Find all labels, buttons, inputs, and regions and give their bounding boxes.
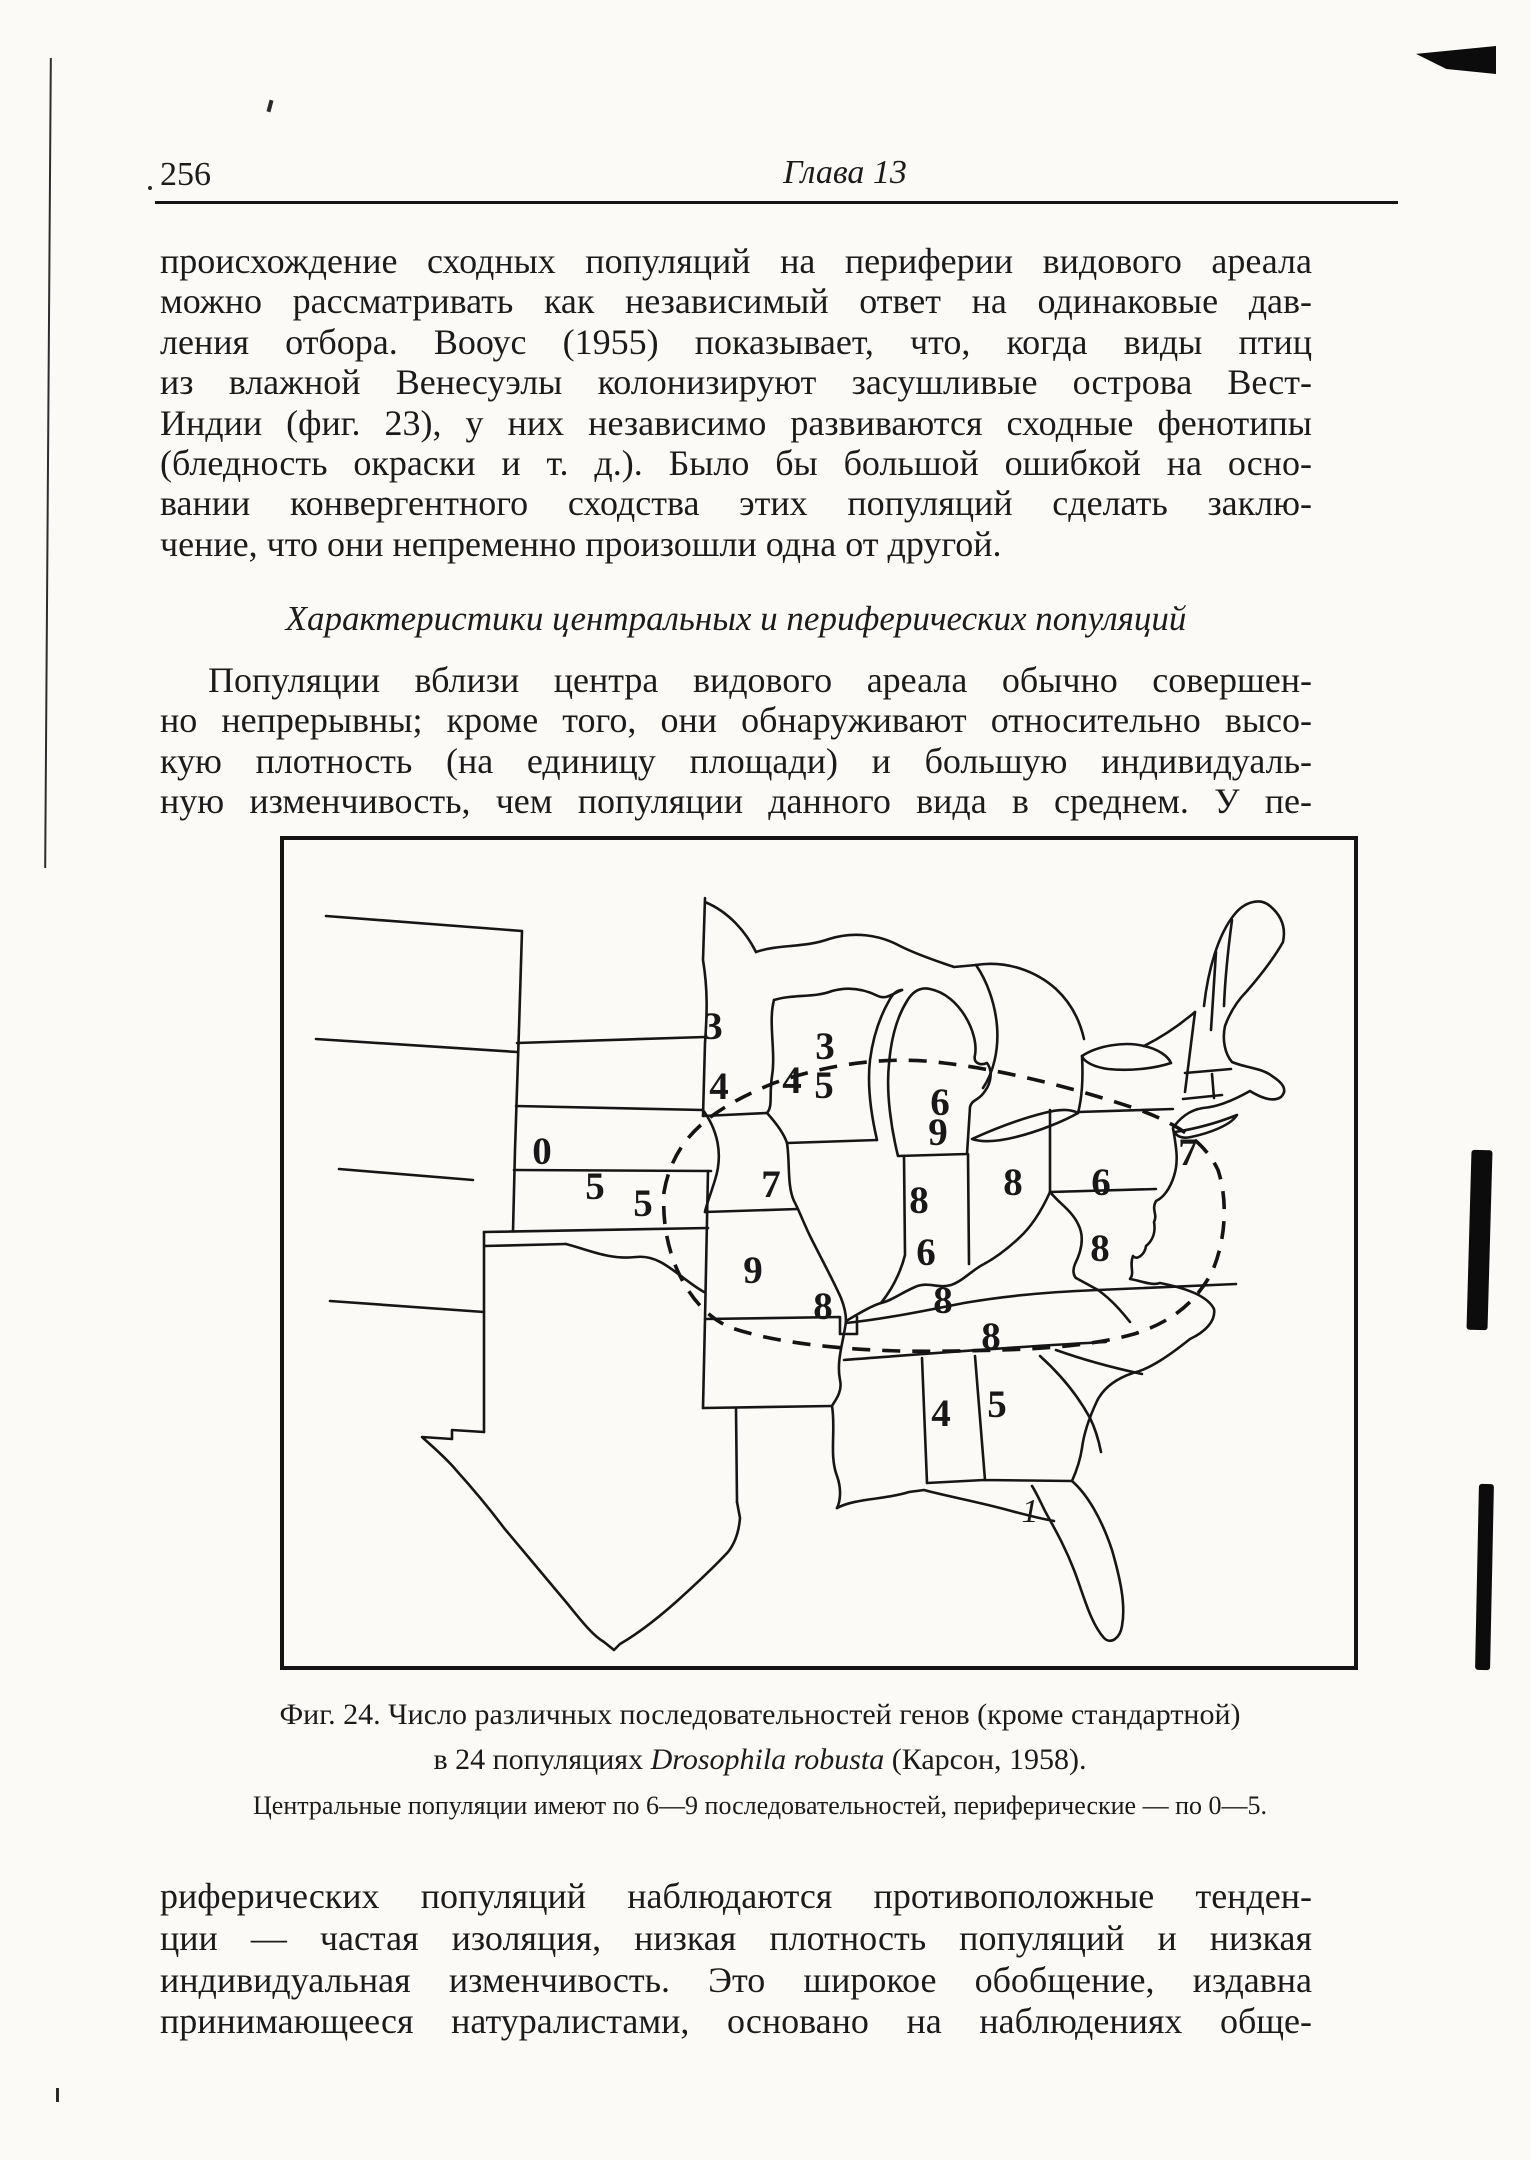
- map-number: 6: [1091, 1161, 1111, 1204]
- paragraph-1: [160, 241, 1312, 564]
- species-name: Drosophila robusta: [650, 1743, 885, 1776]
- page-number: 256: [160, 156, 211, 193]
- text-line: вании конвергентного сходства этих популяций сделать заклю-: [160, 483, 1312, 524]
- map-number: 3: [703, 1005, 723, 1048]
- map-number: 8: [933, 1279, 953, 1322]
- map-number: 8: [981, 1315, 1001, 1358]
- text-line: индивидуальная изменчивость. Это широкое обобщение, издавна: [160, 1959, 1312, 2000]
- text-line: принимающееся натуралистами, основано на наблюдениях обще-: [160, 2001, 1312, 2042]
- map-number: 4: [709, 1065, 729, 1108]
- text-line: ции — частая изоляция, низкая плотность популяций и низкая: [160, 1917, 1312, 1958]
- map-number: 5: [987, 1383, 1007, 1426]
- text-line: из влажной Венесуэлы колонизируют засушливые острова Вест-: [160, 362, 1312, 403]
- section-heading: Характеристики центральных и периферических популяций: [285, 599, 1187, 638]
- scan-artifact-corner-wedge: [1416, 46, 1496, 74]
- caption-prefix: в 24 популяциях: [433, 1743, 651, 1776]
- map-number: 8: [813, 1285, 833, 1328]
- text-line: но непрерывны; кроме того, они обнаруживают относительно высо-: [160, 700, 1312, 741]
- caption-suffix: (Карсон, 1958).: [884, 1743, 1087, 1776]
- map-number: 1: [1021, 1493, 1039, 1530]
- map-number: 9: [743, 1249, 763, 1292]
- figure-caption-note: Центральные популяции имеют по 6—9 последовательностей, периферические — по 0—5.: [253, 1791, 1267, 1820]
- text-line: риферических популяций наблюдаются противоположные тенден-: [160, 1876, 1312, 1916]
- scan-speck: [56, 2088, 59, 2102]
- text-line: ную изменчивость, чем популяции данного вида в среднем. У пе-: [160, 781, 1312, 822]
- figure-caption-line2: [170, 1743, 1350, 1777]
- figure-map-frame: [280, 836, 1358, 1670]
- paragraph-3: [160, 1876, 1312, 2043]
- header-rule: [155, 201, 1398, 204]
- text-line: чение, что они непременно произошли одна от другой.: [160, 523, 1002, 564]
- scan-artifact-smudge: [1475, 1484, 1494, 1670]
- map-number: 5: [814, 1064, 834, 1107]
- text-line: происхождение сходных популяций на периферии видового ареала: [160, 241, 1312, 281]
- map-number: 9: [928, 1111, 948, 1154]
- map-number: 4: [782, 1059, 802, 1102]
- scan-artifact-smudge: [1466, 1150, 1492, 1331]
- text-line: Индии (фиг. 23), у них независимо развиваются сходные фенотипы: [160, 402, 1312, 443]
- map-number: 0: [532, 1130, 552, 1173]
- text-line: кую плотность (на единицу площади) и большую индивидуаль-: [160, 740, 1312, 781]
- chapter-header: Глава 13: [783, 154, 907, 191]
- text-line: можно рассматривать как независимый ответ на одинаковые дав-: [160, 281, 1312, 322]
- text-line: (бледность окраски и т. д.). Было бы большой ошибкой на осно-: [160, 443, 1312, 484]
- text-line: Популяции вблизи центра видового ареала обычно совершен-: [208, 660, 1312, 700]
- map-number: 5: [633, 1182, 653, 1225]
- map-number: 6: [930, 1081, 950, 1124]
- usa-gene-sequences-map: [284, 840, 1354, 1666]
- scan-speck: [148, 186, 152, 190]
- map-number: 6: [916, 1231, 936, 1274]
- map-numbers: [532, 1005, 1198, 1530]
- map-number: 8: [909, 1179, 929, 1222]
- scan-speck: [267, 100, 274, 113]
- figure-caption-line1: Фиг. 24. Число различных последовательностей генов (кроме стандартной): [279, 1698, 1241, 1731]
- map-number: 8: [1003, 1161, 1023, 1204]
- map-number: 8: [1090, 1227, 1110, 1270]
- text-line: ления отбора. Вооус (1955) показывает, что, когда виды птиц: [160, 321, 1312, 362]
- scan-artifact-left-line: [44, 58, 52, 868]
- map-number: 3: [815, 1025, 835, 1068]
- paragraph-2: [160, 660, 1312, 822]
- map-number: 5: [585, 1165, 605, 1208]
- map-number: 7: [1178, 1131, 1198, 1174]
- map-number: 4: [931, 1392, 951, 1435]
- map-number: 7: [761, 1163, 781, 1206]
